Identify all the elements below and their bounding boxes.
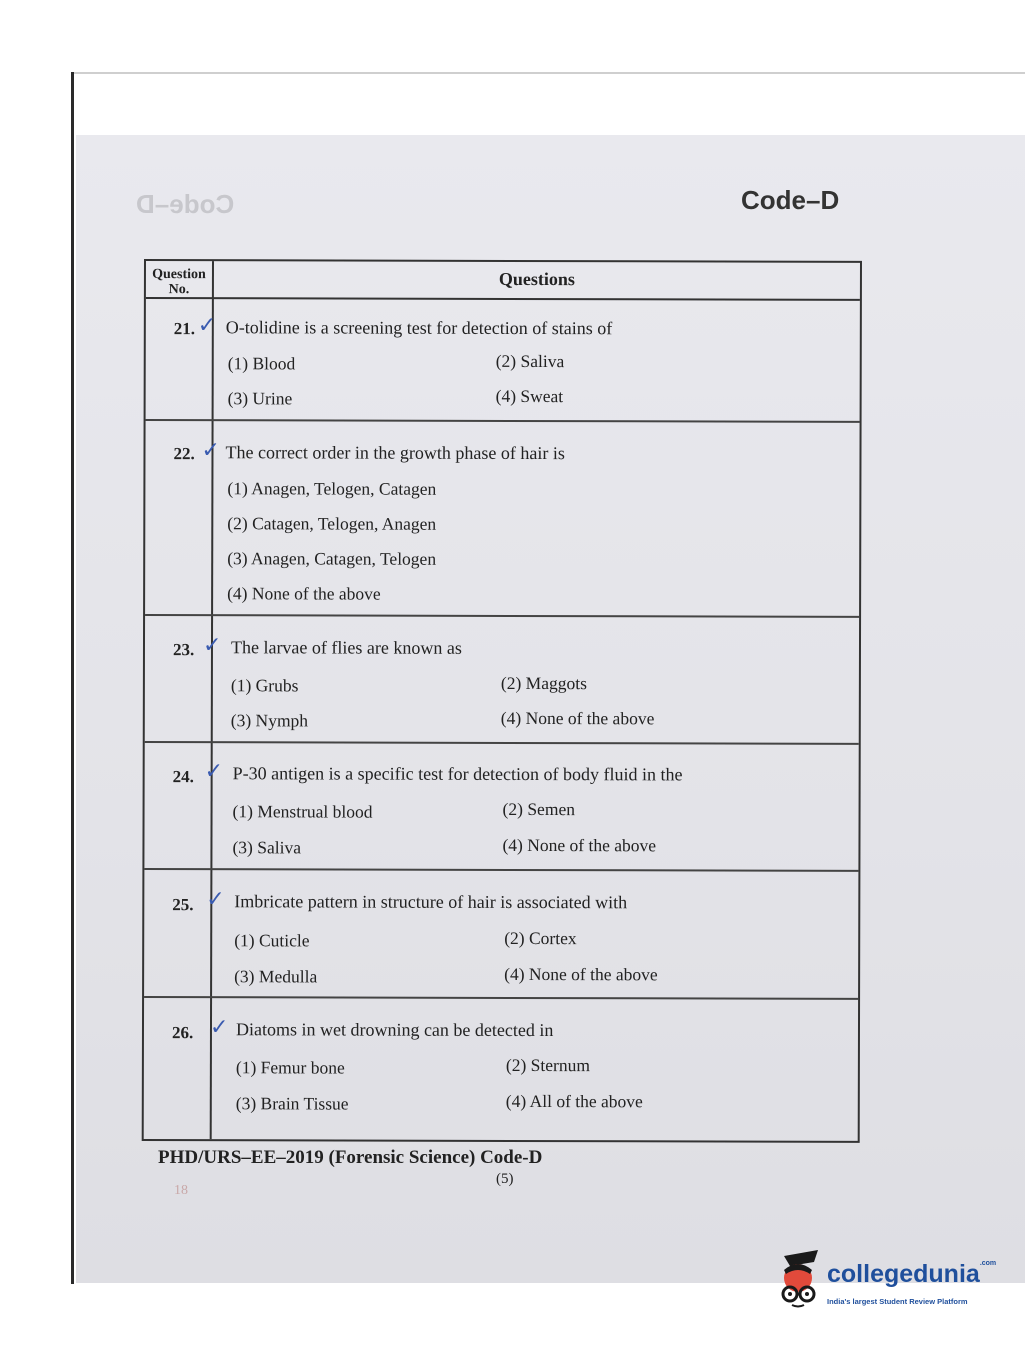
page-number: (5) (496, 1171, 514, 1187)
option: (4) All of the above (505, 1090, 643, 1112)
tick-mark-icon: ✓ (202, 633, 222, 659)
paper-code: Code–D (741, 185, 840, 215)
option: (2) Saliva (495, 350, 565, 372)
option: (2) Sternum (505, 1054, 591, 1076)
header-question-no (146, 267, 212, 297)
faint-page-mark: 18 (174, 1183, 188, 1198)
tick-mark-icon: ✓ (197, 313, 217, 339)
row-divider (145, 614, 859, 618)
collegedunia-logo[interactable] (770, 1248, 1010, 1318)
page-footer: PHD/URS–EE–2019 (Forensic Science) Code-D (158, 1147, 543, 1168)
question-number: 23. (172, 640, 195, 660)
column-divider (210, 261, 214, 1139)
question-text: The correct order in the growth phase of hair is (225, 442, 565, 464)
option: (1) Blood (227, 353, 296, 374)
option: (1) Menstrual blood (232, 801, 373, 822)
exam-page (76, 135, 1025, 1283)
tick-mark-icon: ✓ (206, 887, 225, 913)
option: (1) Cuticle (234, 930, 310, 951)
logo-tagline: India's largest Student Review Platform (827, 1297, 968, 1306)
question-number: 25. (172, 895, 194, 915)
question-text: The larvae of flies are known as (230, 637, 462, 658)
option: (2) Cortex (504, 927, 577, 949)
option: (4) None of the above (504, 963, 658, 985)
option: (1) Anagen, Telogen, Catagen (227, 478, 437, 499)
scan-top-edge (71, 72, 1025, 74)
option: (1) Femur bone (235, 1057, 345, 1078)
option: (2) Semen (502, 798, 576, 820)
option: (1) Grubs (230, 675, 299, 696)
option: (2) Catagen, Telogen, Anagen (227, 513, 437, 534)
tick-mark-icon: ✓ (204, 759, 224, 785)
option: (4) None of the above (227, 583, 381, 604)
option: (4) None of the above (500, 707, 655, 729)
option: (3) Anagen, Catagen, Telogen (227, 548, 437, 569)
question-number: 22. (173, 444, 195, 464)
scan-left-edge (71, 72, 74, 1284)
row-divider (145, 741, 859, 745)
logo-wordmark (827, 1260, 996, 1289)
header-qno-line1: Question (152, 267, 206, 283)
question-text: Diatoms in wet drowning can be detected in (235, 1019, 554, 1041)
question-text: Imbricate pattern in structure of hair is associated with (234, 891, 628, 913)
option: (3) Nymph (230, 710, 309, 731)
row-divider (144, 868, 858, 872)
logo-suffix: .com (979, 1260, 997, 1267)
option: (4) None of the above (502, 834, 657, 856)
option: (4) Sweat (495, 385, 564, 407)
logo-name: collegedunia (827, 1260, 980, 1288)
option: (3) Urine (227, 388, 293, 409)
questions-table (142, 259, 862, 1143)
question-number: 24. (172, 767, 194, 787)
tick-mark-icon: ✓ (201, 438, 220, 464)
row-divider (146, 419, 860, 423)
tick-mark-icon: ✓ (209, 1015, 229, 1041)
question-number: 21. (173, 319, 196, 339)
row-divider (144, 996, 858, 1000)
option: (3) Medulla (234, 966, 318, 987)
header-questions: Questions (498, 268, 575, 290)
ghost-code-mirrored: Code–D (136, 189, 235, 219)
header-divider (146, 297, 860, 301)
option: (3) Brain Tissue (235, 1093, 349, 1114)
header-qno-line2: No. (168, 282, 190, 298)
question-text: P-30 antigen is a specific test for detection of body fluid in the (232, 763, 683, 785)
mascot-icon (770, 1248, 826, 1310)
question-number: 26. (171, 1023, 194, 1043)
option: (2) Maggots (500, 672, 587, 694)
question-text: O-tolidine is a screening test for detection of stains of (225, 317, 613, 339)
option: (3) Saliva (232, 837, 302, 858)
